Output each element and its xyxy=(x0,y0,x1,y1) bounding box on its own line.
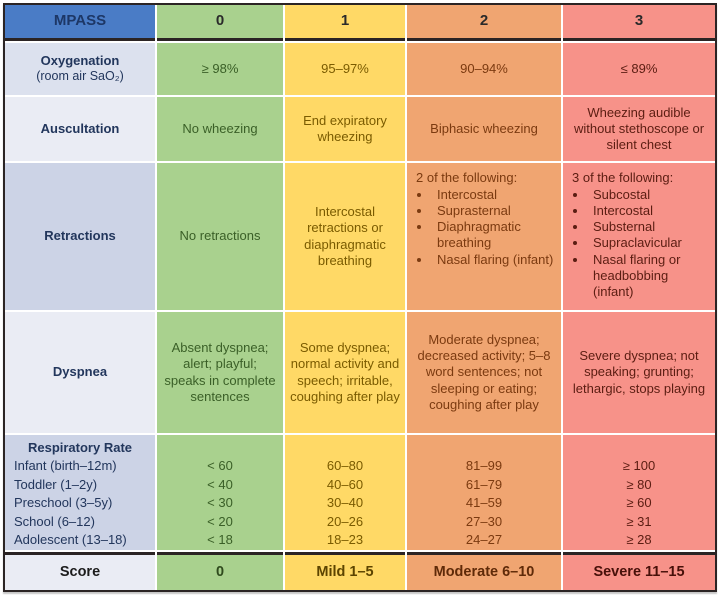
list-item: • Supraclavicular xyxy=(588,235,711,251)
rate-value: ≥ 100 xyxy=(622,458,656,473)
header-score-1: 1 xyxy=(285,5,405,41)
rate-value: 61–79 xyxy=(465,476,503,492)
oxygenation-label: Oxygenation xyxy=(40,53,120,69)
list-item: • Diaphragmatic breathing xyxy=(432,219,557,251)
dyspnea-label: Dyspnea xyxy=(52,364,108,380)
rate-value: < 30 xyxy=(207,495,233,510)
oxygenation-score3: ≤ 89% xyxy=(563,43,715,95)
rate-value: 41–59 xyxy=(465,495,503,510)
oxygenation-score2: 90–94% xyxy=(407,43,561,95)
age-group: Toddler (1–2y) xyxy=(14,476,98,492)
rate-value: 27–30 xyxy=(465,513,503,529)
rate-value: 24–27 xyxy=(465,532,503,547)
list-item: • Intercostal xyxy=(588,203,711,219)
respiratory-rate-label: Respiratory Rate xyxy=(27,440,133,455)
dyspnea-score1: Some dyspnea; normal activity and speech; irritable, coughing after play xyxy=(285,312,405,433)
oxygenation-score1: 95–97% xyxy=(285,43,405,95)
retractions-label: Retractions xyxy=(44,228,116,244)
rate-value: 60–80 xyxy=(326,458,364,473)
retractions-score2-list xyxy=(416,187,557,268)
rate-value: 18–23 xyxy=(326,532,364,547)
row-label-respiratory-rate xyxy=(5,435,155,550)
respiratory-rate-score3 xyxy=(563,435,715,550)
row-label-dyspnea xyxy=(5,312,155,433)
auscultation-score0: No wheezing xyxy=(157,97,283,161)
row-label-retractions xyxy=(5,163,155,310)
list-item: • Subcostal xyxy=(588,187,711,203)
rate-value: < 40 xyxy=(207,476,233,492)
rate-value: < 60 xyxy=(207,458,233,473)
dyspnea-score0: Absent dyspnea; alert; playful; speaks in complete sentences xyxy=(157,312,283,433)
rate-value: 40–60 xyxy=(326,476,364,492)
age-group: Adolescent (13–18) xyxy=(14,532,127,547)
respiratory-rate-score0 xyxy=(157,435,283,550)
auscultation-label: Auscultation xyxy=(40,120,120,136)
rate-value: < 18 xyxy=(207,532,233,547)
retractions-score3 xyxy=(563,163,715,310)
oxygenation-score0: ≥ 98% xyxy=(157,43,283,95)
score-band-0: 0 xyxy=(157,552,283,590)
retractions-score3-list xyxy=(572,187,711,300)
dyspnea-score2: Moderate dyspnea; decreased activity; 5–8 word sentences; not sleeping or eating; coughing after play xyxy=(407,312,561,433)
retractions-score3-intro: 3 of the following: xyxy=(572,170,674,185)
rate-value: 30–40 xyxy=(326,495,364,510)
rate-value: < 20 xyxy=(207,513,233,529)
auscultation-score2: Biphasic wheezing xyxy=(407,97,561,161)
rate-value: 20–26 xyxy=(326,513,364,529)
mpass-severity-table xyxy=(3,3,717,592)
auscultation-score3: Wheezing audible without stethoscope or silent chest xyxy=(563,97,715,161)
row-label-oxygenation xyxy=(5,43,155,95)
row-label-auscultation xyxy=(5,97,155,161)
auscultation-score1: End expiratory wheezing xyxy=(285,97,405,161)
retractions-score1: Intercostal retractions or diaphragmatic breathing xyxy=(285,163,405,310)
respiratory-rate-score2 xyxy=(407,435,561,550)
retractions-score0: No retractions xyxy=(157,163,283,310)
rate-value: ≥ 60 xyxy=(626,495,652,510)
rate-value: ≥ 80 xyxy=(626,476,652,492)
score-band-moderate: Moderate 6–10 xyxy=(407,552,561,590)
retractions-score2-intro: 2 of the following: xyxy=(416,170,518,185)
dyspnea-score3: Severe dyspnea; not speaking; grunting; lethargic, stops playing xyxy=(563,312,715,433)
age-group: Infant (birth–12m) xyxy=(14,458,117,473)
age-group: School (6–12) xyxy=(14,513,95,529)
list-item: • Nasal flaring (infant) xyxy=(432,252,557,268)
respiratory-rate-score1 xyxy=(285,435,405,550)
header-score-0: 0 xyxy=(157,5,283,41)
rate-value: ≥ 31 xyxy=(626,513,652,529)
list-item: • Intercostal xyxy=(432,187,557,203)
oxygenation-sublabel: (room air SaO₂) xyxy=(36,69,124,84)
list-item: • Substernal xyxy=(588,219,711,235)
header-score-2: 2 xyxy=(407,5,561,41)
retractions-score2 xyxy=(407,163,561,310)
row-label-score: Score xyxy=(5,552,155,590)
rate-value: ≥ 28 xyxy=(626,532,652,547)
header-mpass: MPASS xyxy=(5,5,155,41)
score-band-severe: Severe 11–15 xyxy=(563,552,715,590)
score-band-mild: Mild 1–5 xyxy=(285,552,405,590)
header-score-3: 3 xyxy=(563,5,715,41)
rate-value: 81–99 xyxy=(465,458,503,473)
list-item: • Suprasternal xyxy=(432,203,557,219)
age-group: Preschool (3–5y) xyxy=(14,495,113,510)
list-item: • Nasal flaring or headbobbing (infant) xyxy=(588,252,711,300)
